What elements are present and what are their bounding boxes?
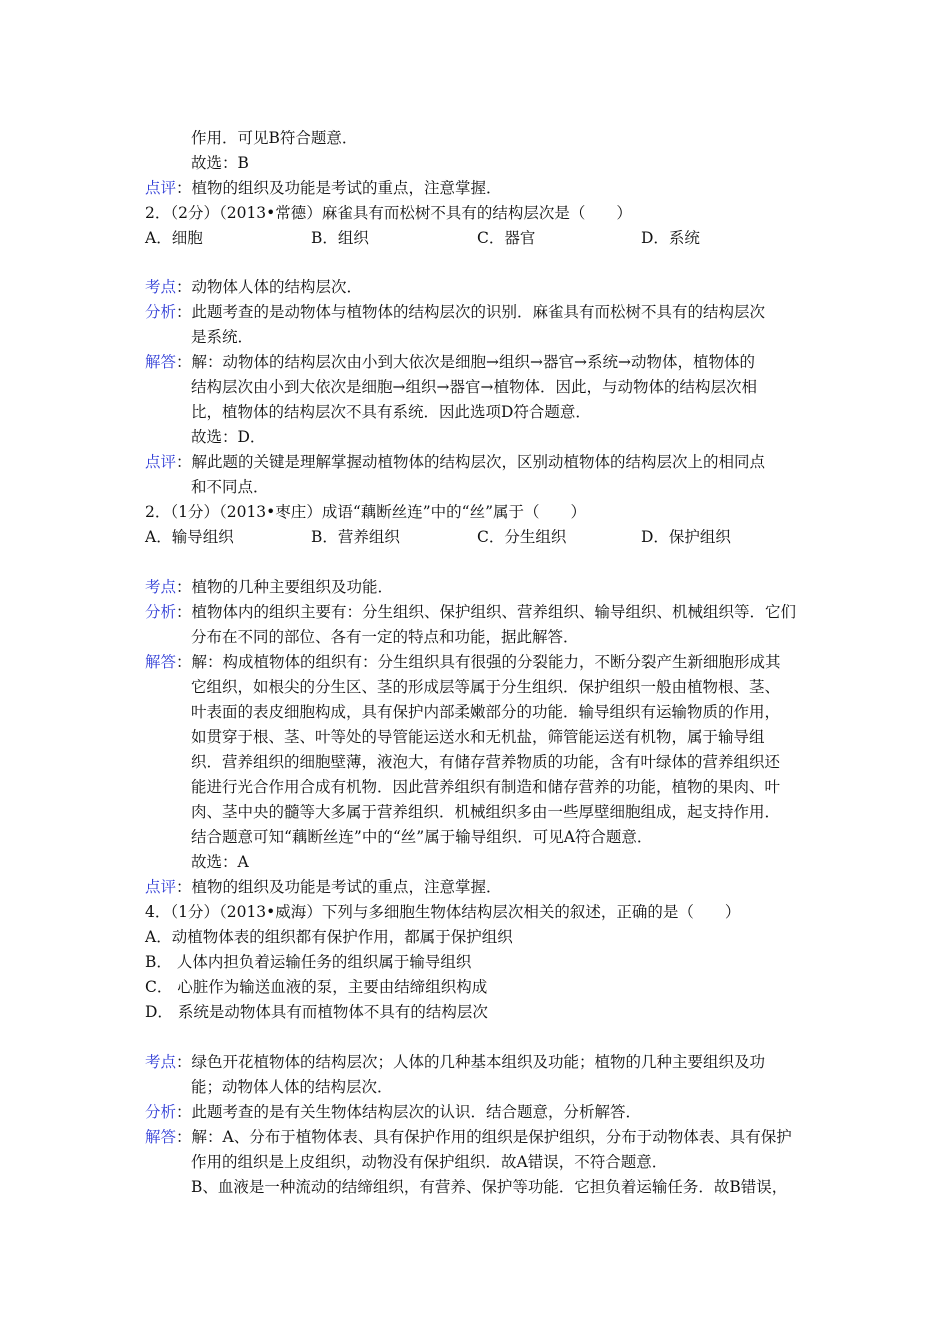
kaodian-line: 能；动物体人体的结构层次． <box>191 1078 393 1096</box>
jieda-line: 故选：A <box>191 853 249 871</box>
jieda-line: B、血液是一种流动的结缔组织，有营养、保护等功能．它担负着运输任务．故B错误， <box>191 1178 788 1196</box>
jieda-line: 叶表面的表皮细胞构成，具有保护内部柔嫩部分的功能．输导组织有运输物质的作用， <box>191 703 781 721</box>
kaodian: 考点：绿色开花植物体的结构层次；人体的几种基本组织及功能；植物的几种主要组织及功 <box>145 1053 766 1071</box>
option-d: D．保护组织 <box>641 528 731 546</box>
fenxi-label: 分析 <box>145 1103 177 1121</box>
review-label: 点评 <box>145 179 177 197</box>
dianping-label: 点评 <box>145 878 177 896</box>
jieda-line: 如贯穿于根、茎、叶等处的导管能运送水和无机盐，筛管能运送有机物，属于输导组 <box>191 728 765 746</box>
dianping: 点评：解此题的关键是理解掌握动植物体的结构层次，区别动植物体的结构层次上的相同点 <box>145 453 766 471</box>
fenxi-label: 分析 <box>145 603 177 621</box>
jieda-label: 解答 <box>145 653 177 671</box>
kaodian-label: 考点 <box>145 1053 177 1071</box>
fenxi: 分析：此题考查的是动物体与植物体的结构层次的识别．麻雀具有而松树不具有的结构层次 <box>145 303 766 321</box>
option-d: D． 系统是动物体具有而植物体不具有的结构层次 <box>145 1003 488 1021</box>
question-stem: 2．（1分）（2013•枣庄）成语“藕断丝连”中的“丝”属于（ ） <box>145 503 587 521</box>
fenxi-line: 分布在不同的部位、各有一定的特点和功能，据此解答． <box>191 628 579 646</box>
dianping-line: 和不同点． <box>191 478 269 496</box>
jieda: 解答：解：A、分布于植物体表、具有保护作用的组织是保护组织，分布于动物体表、具有保护 <box>145 1128 792 1146</box>
kaodian: 考点：动物体人体的结构层次． <box>145 278 363 296</box>
fenxi-label: 分析 <box>145 303 177 321</box>
kaodian: 考点：植物的几种主要组织及功能． <box>145 578 394 596</box>
prev-answer: 故选：B <box>191 154 249 172</box>
jieda-line: 能进行光合作用合成有机物．因此营养组织有制造和储存营养的功能，植物的果肉、叶 <box>191 778 781 796</box>
option-c: C．分生组织 <box>477 528 567 546</box>
question-stem: 4．（1分）（2013•威海）下列与多细胞生物体结构层次相关的叙述，正确的是（ ） <box>145 903 741 921</box>
kaodian-label: 考点 <box>145 278 177 296</box>
option-b: B． 人体内担负着运输任务的组织属于输导组织 <box>145 953 472 971</box>
option-b: B．营养组织 <box>311 528 400 546</box>
jieda-line: 结合题意可知“藕断丝连”中的“丝”属于输导组织．可见A符合题意． <box>191 828 653 846</box>
fenxi: 分析：此题考查的是有关生物体结构层次的认识．结合题意，分析解答． <box>145 1103 642 1121</box>
option-a: A．动植物体表的组织都有保护作用，都属于保护组织 <box>145 928 513 946</box>
jieda-label: 解答 <box>145 1128 177 1146</box>
jieda-line: 作用的组织是上皮组织，动物没有保护组织．故A错误，不符合题意． <box>191 1153 668 1171</box>
option-c: C．器官 <box>477 229 536 247</box>
prev-review: 点评：植物的组织及功能是考试的重点，注意掌握． <box>145 179 502 197</box>
jieda: 解答：解：动物体的结构层次由小到大依次是细胞→组织→器官→系统→动物体，植物体的 <box>145 353 755 371</box>
jieda-label: 解答 <box>145 353 177 371</box>
jieda-line: 结构层次由小到大依次是细胞→组织→器官→植物体．因此，与动物体的结构层次相 <box>191 378 757 396</box>
dianping-label: 点评 <box>145 453 177 471</box>
option-b: B．组织 <box>311 229 369 247</box>
question-stem: 2．（2分）（2013•常德）麻雀具有而松树不具有的结构层次是（ ） <box>145 204 632 222</box>
fenxi-line: 是系统． <box>191 328 254 346</box>
option-a: A．细胞 <box>145 229 203 247</box>
fenxi: 分析：植物体内的组织主要有：分生组织、保护组织、营养组织、输导组织、机械组织等．它们 <box>145 603 797 621</box>
jieda-line: 肉、茎中央的髓等大多属于营养组织．机械组织多由一些厚壁细胞组成，起支持作用． <box>191 803 781 821</box>
jieda-line: 故选：D． <box>191 428 266 446</box>
option-d: D．系统 <box>641 229 700 247</box>
jieda-line: 织．营养组织的细胞壁薄，液泡大，有储存营养物质的功能，含有叶绿体的营养组织还 <box>191 753 781 771</box>
jieda: 解答：解：构成植物体的组织有：分生组织具有很强的分裂能力，不断分裂产生新细胞形成其 <box>145 653 781 671</box>
kaodian-label: 考点 <box>145 578 177 596</box>
jieda-line: 它组织，如根尖的分生区、茎的形成层等属于分生组织．保护组织一般由植物根、茎、 <box>191 678 781 696</box>
option-a: A．输导组织 <box>145 528 234 546</box>
option-c: C． 心脏作为输送血液的泵，主要由结缔组织构成 <box>145 978 488 996</box>
dianping: 点评：植物的组织及功能是考试的重点，注意掌握． <box>145 878 502 896</box>
jieda-line: 比，植物体的结构层次不具有系统．因此选项D符合题意． <box>191 403 591 421</box>
prev-explanation-tail: 作用．可见B符合题意． <box>191 129 358 147</box>
